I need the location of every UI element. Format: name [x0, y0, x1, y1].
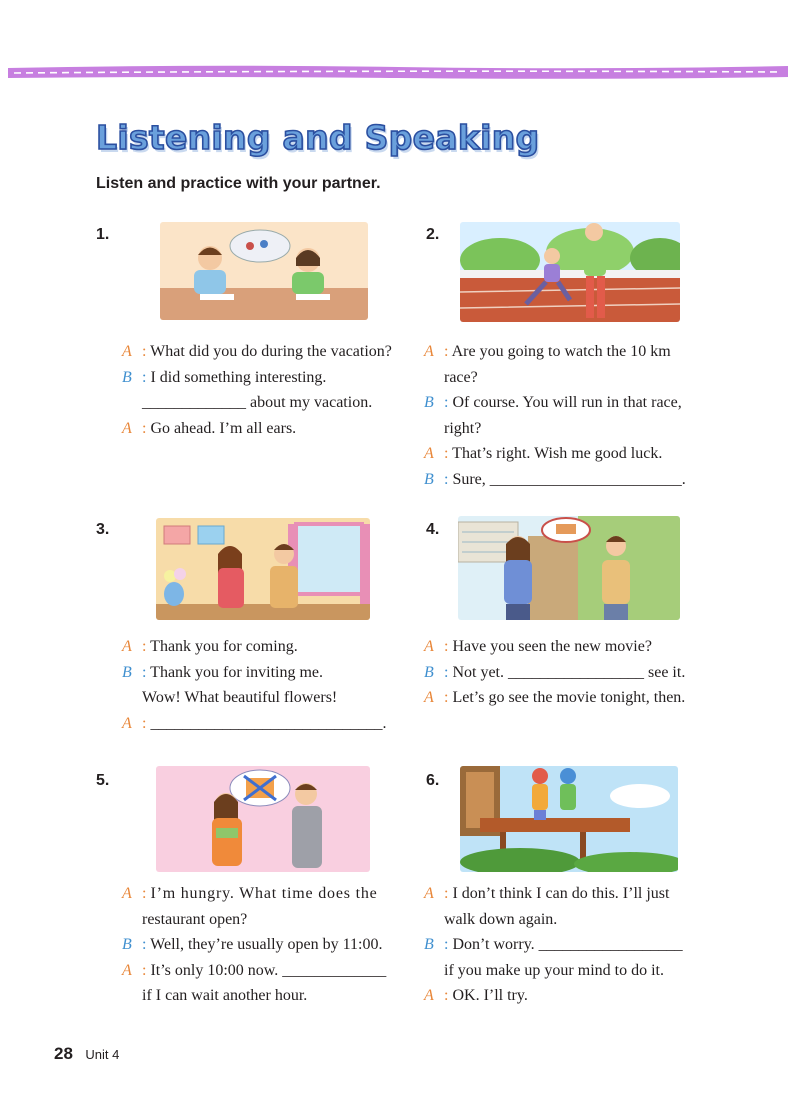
speaker-label: A	[122, 714, 132, 732]
running-track-icon	[460, 222, 680, 322]
dialog-text: _____________________________.	[150, 714, 387, 732]
dialog-continuation: walk down again.	[444, 910, 558, 928]
dialog-text: Go ahead. I’m all ears.	[150, 419, 297, 437]
dialog-text: It’s only 10:00 now. _____________	[150, 961, 387, 979]
speaker-label: B	[122, 663, 132, 681]
bungee-jump-icon	[460, 766, 678, 872]
dialog-continuation: race?	[444, 368, 478, 386]
dialog-continuation: if I can wait another hour.	[142, 987, 308, 1004]
dialog-text: Not yet. _________________ see it.	[452, 663, 686, 681]
page-number: 28	[54, 1044, 73, 1063]
living-room-icon	[156, 518, 370, 620]
speaker-label: B	[122, 368, 132, 386]
speaker-label: A	[424, 638, 434, 655]
dialog-text: I’m hungry. What time does the	[150, 885, 378, 902]
exercise-1-dialog: A : What did you do during the vacation? B : I did something interesting. _____________ about my vacation. A : Go ahead. I’m all ears.	[122, 339, 392, 441]
dialog-continuation: right?	[444, 419, 482, 437]
instruction: Listen and practice with your partner.	[96, 175, 381, 192]
speaker-label: A	[122, 961, 132, 979]
exercise-3-dialog: A : Thank you for coming. B : Thank you for inviting me. Wow! What beautiful flowers! A : _____________________________.	[122, 634, 386, 736]
restaurant-talk-icon	[156, 766, 370, 872]
dialog-text: Let’s go see the movie tonight, then.	[452, 689, 686, 706]
exercise-6-dialog: A : I don’t think I can do this. I’ll just walk down again. B : Don’t worry. __________________ if you make up your mind to do it. A : OK. I’ll try.	[424, 881, 683, 1009]
speaker-label: A	[122, 638, 132, 655]
dialog-text: Thank you for coming.	[150, 638, 298, 655]
dialog-continuation: restaurant open?	[142, 910, 248, 928]
dialog-text: Are you going to watch the 10 km	[451, 343, 671, 360]
dialog-continuation: _____________ about my vacation.	[142, 394, 373, 411]
speaker-label: B	[424, 394, 434, 411]
unit-label: Unit 4	[85, 1047, 120, 1062]
dialog-text: Well, they’re usually open by 11:00.	[150, 936, 383, 953]
speaker-label: A	[122, 419, 132, 437]
speaker-label: A	[424, 987, 434, 1004]
speaker-label: B	[424, 470, 434, 488]
dialog-text: I did something interesting.	[150, 368, 327, 386]
dialog-text: What did you do during the vacation?	[150, 343, 392, 360]
classroom-talk-icon	[160, 222, 368, 320]
dialog-text: Don’t worry. __________________	[452, 936, 683, 953]
exercise-3-number: 3.	[96, 521, 110, 538]
speaker-label: A	[424, 689, 434, 706]
speaker-label: A	[122, 885, 132, 902]
speaker-label: A	[424, 885, 434, 902]
speaker-label: B	[424, 663, 434, 681]
exercise-1-number: 1.	[96, 226, 110, 243]
exercise-5-dialog: A : I’m hungry. What time does the restaurant open? B : Well, they’re usually open by 11:00. A : It’s only 10:00 now. _____________ if I can wait another hour.	[122, 881, 386, 1009]
exercise-5-number: 5.	[96, 772, 110, 789]
dialog-continuation: if you make up your mind to do it.	[444, 961, 664, 979]
dialog-text: Thank you for inviting me.	[150, 663, 324, 681]
speaker-label: A	[122, 343, 132, 360]
dialog-text: I don’t think I can do this. I’ll just	[452, 885, 670, 902]
dialog-text: Sure, ________________________.	[452, 470, 686, 488]
dialog-continuation: Wow! What beautiful flowers!	[142, 689, 338, 706]
speaker-label: A	[424, 445, 434, 462]
page-footer	[54, 1044, 119, 1064]
exercise-2-number: 2.	[426, 226, 440, 243]
speaker-label: A	[424, 343, 434, 360]
exercise-4-number: 4.	[426, 521, 440, 538]
dialog-text: Have you seen the new movie?	[452, 638, 652, 655]
ribbon-divider	[8, 62, 788, 82]
speaker-label: B	[424, 936, 434, 953]
exercise-4-dialog: A : Have you seen the new movie? B : Not yet. _________________ see it. A : Let’s go see the movie tonight, then.	[424, 634, 685, 711]
exercise-6-number: 6.	[426, 772, 440, 789]
dialog-text: OK. I’ll try.	[452, 987, 528, 1004]
dialog-text: Of course. You will run in that race,	[452, 394, 682, 411]
page-title: Listening and Speaking	[96, 118, 540, 157]
dialog-text: That’s right. Wish me good luck.	[452, 445, 663, 462]
movie-talk-icon	[458, 516, 680, 620]
exercise-2-dialog: A : Are you going to watch the 10 km race? B : Of course. You will run in that race, right? A : That’s right. Wish me good luck. B : Sure, ________________________.	[424, 339, 686, 492]
speaker-label: B	[122, 936, 132, 953]
